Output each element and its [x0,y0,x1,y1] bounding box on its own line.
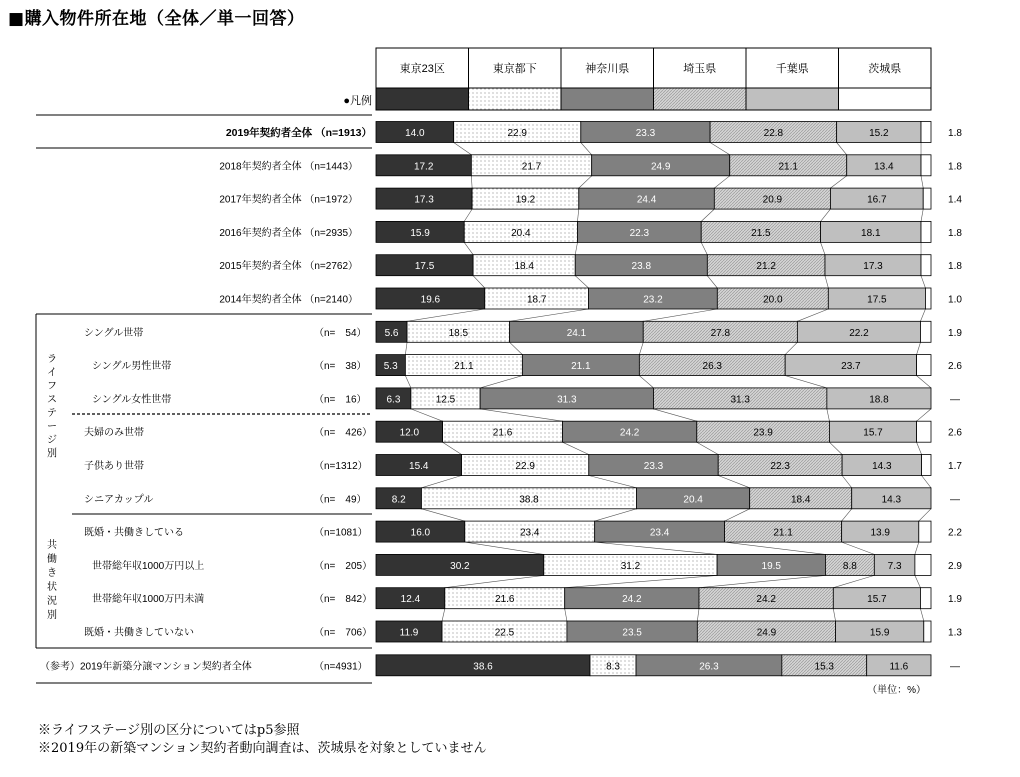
connector-line [917,376,931,388]
bar-value-label: 23.3 [643,461,664,472]
bar-value-label: 15.4 [409,461,429,472]
bar-segment-ibaraki [925,288,931,309]
ibaraki-value-label: 1.8 [948,261,962,273]
row-label: 子供あり世帯 [84,461,144,472]
bar-value-label: 14.0 [405,128,425,139]
bar-value-label: 31.3 [730,394,750,406]
bar-value-label: 8.2 [391,494,406,506]
bar-value-label: 15.2 [869,128,889,139]
ibaraki-value-label: 1.0 [948,294,962,306]
connector-line [842,509,852,521]
connector-line [785,342,797,354]
legend-header-label: 東京都下 [492,63,537,75]
bar-value-label: 15.3 [814,661,835,673]
connector-line [407,309,485,321]
row-label: 2015年契約者全体 （n=2762） [219,261,358,273]
connector-line [575,276,588,288]
connector-line [821,242,825,254]
connector-line [821,209,831,221]
bar-value-label: 22.9 [515,461,535,472]
bar-value-label: 20.9 [762,194,783,206]
bar-segment-ibaraki [921,122,931,143]
ibaraki-value-label: 1.9 [948,327,962,339]
connector-line [473,276,485,288]
connector-line [842,476,852,488]
connector-line [725,509,750,521]
ibaraki-value-label: ― [950,661,960,673]
connector-line [562,442,588,454]
ibaraki-value-label: 2.9 [948,560,962,572]
row-n-label: （n= 426） [314,427,373,439]
legend-swatch [561,88,654,110]
bar-value-label: 24.9 [650,161,671,173]
bar-segment-ibaraki [921,255,931,276]
connector-line [639,342,643,354]
bar-value-label: 19.2 [515,194,536,206]
row-n-label: （n= 54） [314,327,367,339]
connector-line [565,609,567,621]
bar-value-label: 24.2 [622,594,642,606]
row-label: 既婚・共働きしていない [84,627,194,639]
bar-value-label: 20.0 [763,294,783,306]
bar-value-label: 31.3 [557,394,577,406]
connector-line [917,409,931,421]
ibaraki-value-label: 1.8 [948,161,962,173]
connector-line [921,209,923,221]
bar-segment-ibaraki [921,221,931,242]
row-n-label: （n= 49） [314,494,367,506]
row-label: 2019年契約者全体 （n=1913） [225,127,372,139]
bar-value-label: 24.1 [566,327,587,339]
bar-value-label: 21.1 [778,161,798,173]
legend-swatch [654,88,747,110]
bar-value-label: 18.1 [861,227,881,239]
bar-value-label: 15.9 [410,227,430,239]
bar-value-label: 12.0 [399,427,420,439]
bar-value-label: 21.5 [751,227,771,239]
bar-segment-ibaraki [919,521,931,542]
row-n-label: （n=4931） [314,661,368,673]
bar-value-label: 15.9 [869,627,890,639]
connector-line [510,342,523,354]
row-label: （参考）2019年新築分譲マンション契約者全体 [40,661,252,673]
connector-line [833,575,874,587]
bar-value-label: 17.3 [863,261,883,273]
bar-value-label: 27.8 [710,327,731,339]
row-n-label: （n=1312） [314,461,368,472]
ibaraki-value-label: 1.3 [948,627,962,639]
group-label-char: 状 [47,582,57,593]
connector-line [575,242,577,254]
bar-value-label: 21.1 [454,361,474,373]
bar-value-label: 22.2 [849,327,869,339]
connector-line [785,376,827,388]
bar-value-label: 23.7 [841,361,861,373]
connector-line [829,442,842,454]
connector-line [697,609,699,621]
bar-value-label: 11.6 [889,661,909,673]
group-label-char: 況 [47,596,57,607]
connector-line [919,509,931,521]
connector-line [707,276,717,288]
bar-value-label: 17.3 [414,194,434,206]
row-n-label: （n= 38） [314,361,367,373]
row-label: シングル女性世帯 [92,394,172,406]
ibaraki-value-label: 2.2 [948,527,962,539]
bar-value-label: 31.2 [620,560,641,572]
bar-value-label: 23.3 [635,128,656,139]
connector-line [421,476,461,488]
connector-line [654,409,697,421]
connector-line [701,209,714,221]
group-label-char: 別 [47,448,57,460]
connector-line [565,575,717,587]
bar-value-label: 19.5 [761,560,782,572]
bar-value-label: 18.4 [790,494,811,506]
connector-line [837,143,847,155]
bar-value-label: 14.3 [872,461,892,472]
page-title: ■購入物件所在地（全体／単一回答） [8,9,305,29]
connector-line [827,409,830,421]
group-label-char: フ [47,381,57,392]
bar-segment-ibaraki [920,321,931,342]
bar-value-label: 18.5 [448,327,469,339]
bar-value-label: 24.9 [756,627,777,639]
bar-value-label: 17.5 [414,261,435,273]
bar-value-label: 21.7 [521,161,542,173]
bar-value-label: 15.7 [867,594,887,606]
row-label: シングル世帯 [84,327,144,339]
connector-line [915,542,919,554]
footnote-lifestage: ※ライフステージ別の区分についてはp5参照 [38,723,300,738]
connector-line [464,209,472,221]
group-label-char: 別 [47,610,57,621]
bar-value-label: 6.3 [386,394,401,406]
row-n-label: （n= 16） [314,394,367,406]
bar-value-label: 21.1 [571,361,591,373]
group-label-char: ジ [47,435,57,446]
connector-line [825,276,828,288]
bar-value-label: 13.4 [874,161,894,173]
bar-value-label: 30.2 [450,560,470,572]
group-label-char: ラ [47,354,57,365]
ibaraki-value-label: ― [950,494,960,506]
row-label: 2016年契約者全体 （n=2935） [219,227,358,239]
connector-line [797,309,828,321]
bar-value-label: 11.9 [399,627,419,639]
bar-value-label: 23.2 [643,294,663,306]
bar-value-label: 22.3 [629,227,650,239]
bar-value-label: 12.5 [435,394,456,406]
legend-swatch [469,88,562,110]
legend-header-label: 千葉県 [775,63,809,75]
connector-line [442,609,445,621]
bar-segment-ibaraki [923,188,931,209]
ibaraki-value-label: 1.8 [948,227,962,239]
ibaraki-value-label: 1.4 [948,194,962,206]
legend-swatch [376,88,469,110]
ibaraki-value-label: ― [950,394,960,406]
legend-marker-label: ●凡例 [343,95,372,107]
connector-line [714,176,729,188]
connector-line [699,575,825,587]
legend-header-label: 神奈川県 [585,63,630,75]
connector-line [445,575,544,587]
connector-line [595,509,637,521]
bar-value-label: 38.8 [519,494,539,506]
bar-value-label: 21.6 [495,594,515,606]
bar-value-label: 8.8 [842,560,857,572]
group-label-char: 働 [47,554,57,565]
connector-line [920,609,923,621]
connector-line [833,609,835,621]
unit-note: （単位：%） [867,685,926,696]
row-n-label: （n=1081） [314,527,368,539]
ibaraki-value-label: 1.8 [948,128,962,139]
bar-value-label: 17.2 [413,161,434,173]
connector-line [464,242,473,254]
row-label: 世帯総年収1000万円以上 [92,560,205,572]
bar-value-label: 5.6 [384,327,399,339]
bar-value-label: 17.5 [867,294,887,306]
connector-line [405,342,407,354]
connector-line [421,509,464,521]
connector-line [697,442,718,454]
legend-swatch [839,88,932,110]
bar-value-label: 19.6 [420,294,441,306]
ibaraki-value-label: 1.7 [948,461,962,472]
bar-value-label: 5.3 [383,361,398,373]
bar-value-label: 18.7 [526,294,547,306]
row-label: シングル男性世帯 [92,361,172,373]
bar-segment-ibaraki [924,621,931,642]
bar-segment-ibaraki [922,455,931,476]
bar-value-label: 13.9 [870,527,890,539]
group-label-char: 共 [47,540,57,551]
connector-line [480,376,522,388]
connector-line [921,276,925,288]
row-label: シニアカップル [84,494,154,506]
bar-value-label: 14.3 [881,494,902,506]
bar-segment-ibaraki [921,155,931,176]
connector-line [510,309,589,321]
connector-line [830,176,846,188]
connector-line [465,542,544,554]
ibaraki-value-label: 2.6 [948,427,962,439]
connector-line [480,409,562,421]
bar-value-label: 23.8 [631,261,652,273]
bar-value-label: 20.4 [683,494,703,506]
bar-segment-ibaraki [915,554,931,575]
connector-line [917,442,922,454]
connector-line [725,542,826,554]
connector-line [405,376,411,388]
bar-value-label: 22.8 [763,128,784,139]
row-label: 既婚・共働きしている [84,527,184,539]
bar-value-label: 21.2 [756,261,776,273]
bar-value-label: 22.5 [494,627,515,639]
bar-segment-ibaraki [917,421,931,442]
bar-value-label: 22.9 [507,128,527,139]
connector-line [922,476,931,488]
bar-segment-ibaraki [920,588,931,609]
legend-header-label: 茨城県 [868,63,902,75]
connector-line [589,476,637,488]
group-label-char: ー [47,421,57,433]
connector-line [920,309,925,321]
bar-value-label: 23.4 [520,527,540,539]
bar-value-label: 23.9 [753,427,773,439]
bar-value-label: 26.3 [699,661,719,673]
bar-value-label: 26.3 [702,361,723,373]
bar-value-label: 18.8 [869,394,889,406]
row-label: 2014年契約者全体 （n=2140） [219,294,358,306]
bar-value-label: 18.4 [514,261,534,273]
connector-line [579,176,592,188]
bar-value-label: 20.4 [511,227,531,239]
ibaraki-value-label: 2.6 [948,361,962,373]
bar-value-label: 21.6 [492,427,513,439]
connector-line [411,409,443,421]
bar-value-label: 16.0 [410,527,431,539]
group-label-char: イ [47,367,57,379]
connector-line [454,143,472,155]
legend-header-label: 東京23区 [399,63,445,75]
bar-value-label: 38.6 [473,661,493,673]
group-label-char: テ [47,408,57,419]
row-n-label: （n= 706） [314,627,373,639]
ibaraki-value-label: 1.9 [948,594,962,606]
bar-segment-ibaraki [917,355,931,376]
bar-value-label: 7.3 [887,560,902,572]
connector-line [710,143,730,155]
bar-value-label: 24.4 [636,194,657,206]
bar-value-label: 22.3 [770,461,790,472]
bar-value-label: 24.2 [619,427,640,439]
bar-value-label: 12.4 [400,594,421,606]
row-label: 夫婦のみ世帯 [84,427,144,439]
footnote-ibaraki: ※2019年の新築マンション契約者動向調査は、茨城県を対象としていません [38,741,487,756]
row-label: 2017年契約者全体 （n=1972） [219,194,358,206]
legend-header-label: 埼玉県 [683,63,717,75]
bar-value-label: 23.4 [649,527,670,539]
row-label: 世帯総年収1000万円未満 [92,594,205,606]
row-n-label: （n= 205） [314,560,373,572]
connector-line [639,376,653,388]
connector-line [701,242,707,254]
connector-line [842,542,875,554]
connector-line [643,309,717,321]
bar-value-label: 8.3 [606,661,620,673]
group-label-char: き [47,568,57,579]
connector-line [718,476,749,488]
connector-line [921,176,923,188]
bar-value-label: 16.7 [867,194,887,206]
group-label-char: ス [47,394,57,406]
row-label: 2018年契約者全体 （n=1443） [219,161,358,173]
row-n-label: （n= 842） [314,594,373,606]
bar-value-label: 15.7 [863,427,883,439]
bar-value-label: 23.5 [622,627,642,639]
connector-line [577,209,578,221]
connector-line [915,575,921,587]
connector-line [595,542,717,554]
connector-line [443,442,462,454]
connector-line [917,342,921,354]
bar-value-label: 24.2 [756,594,776,606]
connector-line [581,143,592,155]
connector-line [471,176,472,188]
bar-value-label: 21.1 [773,527,793,539]
legend-swatch [746,88,839,110]
